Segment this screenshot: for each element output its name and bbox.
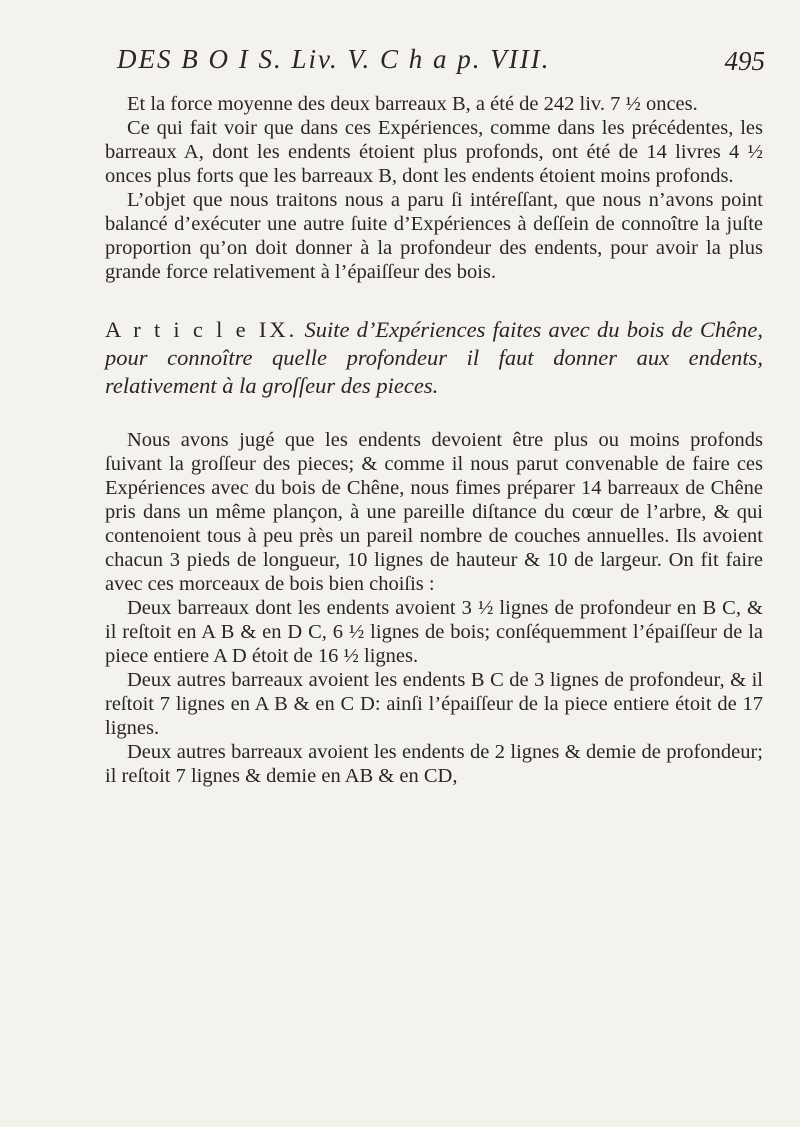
running-title: DES B O I S. Liv. V. C h a p. VIII. — [117, 44, 551, 74]
article-label: A r t i c l e IX. — [105, 317, 298, 342]
article-title: Suite d’Expériences faites avec du bois de Chêne, pour connoître quelle profondeur il faut donner aux endents, relativement à la groſſeur des pieces. — [105, 317, 764, 398]
paragraph: Ce qui fait voir que dans ces Expériences, comme dans les précédentes, les barreaux A, dont les endents étoient plus profonds, ont été de 14 livres 4 ½ onces plus forts que les barreaux B, dont les endents étoient moins profonds. — [105, 117, 763, 187]
paragraph: L’objet que nous traitons nous a paru ſi intéreſſant, que nous n’avons point balancé d’exécuter une autre ſuite d’Expériences à deſſein de connoître la juſte proportion qu’on doit donner à la profondeur des endents, pour avoir la plus grande force relativement à l’épaiſſeur des bois. — [105, 189, 763, 283]
paragraph: Deux barreaux dont les endents avoient 3 ½ lignes de profondeur en B C, & il reſtoit en A B & en D C, 6 ½ lignes de bois; conſéquemment l’épaiſſeur de la piece entiere A D étoit de 16 ½ lignes. — [105, 597, 763, 667]
paragraph: Deux autres barreaux avoient les endents B C de 3 lignes de profondeur, & il reſtoit 7 lignes en A B & en C D: ainſi l’épaiſſeur de la piece entiere étoit de 17 lignes. — [105, 669, 763, 739]
running-header — [105, 44, 765, 84]
body-text — [105, 92, 763, 788]
article-heading — [105, 316, 763, 400]
paragraph: Deux autres barreaux avoient les endents de 2 lignes & demie de profondeur; il reſtoit 7 lignes & demie en AB & en CD, — [105, 741, 763, 787]
paragraph: Et la force moyenne des deux barreaux B, a été de 242 liv. 7 ½ onces. — [127, 93, 698, 115]
paragraph: Nous avons jugé que les endents devoient être plus ou moins profonds ſuivant la groſſeur des pieces; & comme il nous parut convenable de faire ces Expériences avec du bois de Chêne, nous fimes préparer 14 barreaux de Chêne pris dans un même plançon, à une pareille diſtance du cœur de l’arbre, & qui contenoient tous à peu près un pareil nombre de couches annuelles. Ils avoient chacun 3 pieds de longueur, 10 lignes de hauteur & 10 de largeur. On fit faire avec ces morceaux de bois bien choiſis : — [105, 429, 763, 595]
page-number: 495 — [724, 46, 765, 76]
